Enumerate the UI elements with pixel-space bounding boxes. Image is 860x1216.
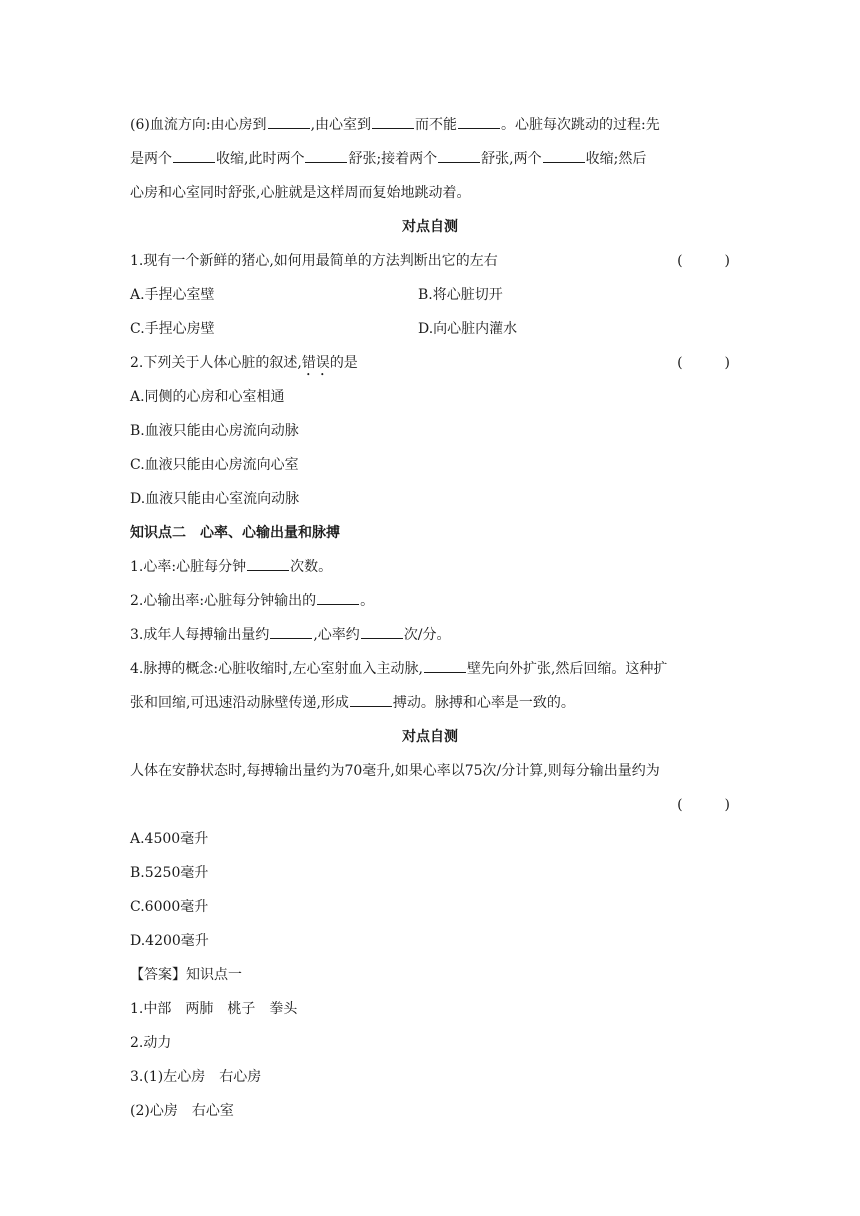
answer-paren[interactable]: ( ): [677, 797, 730, 813]
quiz-heading: 对点自测: [402, 729, 458, 745]
text-segment: 舒张;接着两个: [348, 151, 438, 167]
text-segment: 舒张,两个: [481, 151, 542, 167]
question-stem: 1.现有一个新鲜的猪心,如何用最简单的方法判断出它的左右: [130, 253, 498, 269]
text-segment: 3.成年人每搏输出量约: [130, 627, 270, 643]
question-stem: 2.下列关于人体心脏的叙述,: [130, 355, 302, 371]
blood-flow-line-3: 心房和心室同时舒张,心脏就是这样周而复始地跳动着。: [130, 185, 471, 201]
question-1: [130, 244, 730, 278]
q1-options-row-1: [130, 278, 730, 312]
answer-blank[interactable]: [305, 146, 347, 163]
section-title: 知识点二 心率、心输出量和脉搏: [130, 525, 340, 541]
text-segment: 次数。: [290, 559, 333, 575]
answer-paren[interactable]: ( ): [677, 253, 730, 269]
quiz2-paren-row: [130, 788, 730, 822]
text-segment: 次/分。: [403, 627, 451, 643]
text-segment: ,由心室到: [310, 117, 372, 133]
text-segment: 4.脉搏的概念:心脏收缩时,左心室射血入主动脉,: [130, 661, 423, 677]
text-segment: (6)血流方向:由心房到: [130, 117, 267, 133]
answer-blank[interactable]: [270, 622, 312, 639]
option-b[interactable]: B.血液只能由心房流向动脉: [130, 423, 299, 439]
kp2-item-1: [130, 550, 730, 584]
blood-flow-line-2: [130, 142, 730, 176]
answer-blank[interactable]: [350, 690, 392, 707]
text-segment: 张和回缩,可迅速沿动脉壁传递,形成: [130, 695, 349, 711]
answer-blank[interactable]: [543, 146, 585, 163]
emphasized-word: 错误: [301, 355, 330, 371]
kp2-item-2: [130, 584, 730, 618]
option-a[interactable]: A.同侧的心房和心室相通: [130, 389, 285, 405]
option-d[interactable]: D.血液只能由心室流向动脉: [130, 491, 300, 507]
answer-blank[interactable]: [424, 656, 466, 673]
worksheet-page: [130, 108, 730, 1128]
question-2: [130, 346, 730, 380]
text-segment: 。: [360, 593, 375, 609]
option-a[interactable]: A.4500毫升: [130, 831, 209, 847]
answer-item: 1.中部 两肺 桃子 拳头: [130, 1001, 298, 1017]
option-c[interactable]: C.手捏心房壁: [130, 321, 215, 337]
text-segment: ,心率约: [313, 627, 360, 643]
quiz-heading: 对点自测: [402, 219, 458, 235]
text-segment: 是两个: [130, 151, 172, 167]
answer-blank[interactable]: [372, 112, 414, 129]
option-a[interactable]: A.手捏心室壁: [130, 287, 215, 303]
option-c[interactable]: C.血液只能由心房流向心室: [130, 457, 299, 473]
answer-item: 2.动力: [130, 1035, 172, 1051]
answer-blank[interactable]: [268, 112, 310, 129]
option-d[interactable]: D.4200毫升: [130, 933, 209, 949]
answer-item: 3.(1)左心房 右心房: [130, 1069, 262, 1085]
option-d[interactable]: D.向心脏内灌水: [418, 321, 518, 337]
option-c[interactable]: C.6000毫升: [130, 899, 209, 915]
question-stem-end: 的是: [329, 355, 358, 371]
answer-blank[interactable]: [458, 112, 500, 129]
text-segment: 而不能: [415, 117, 458, 133]
answer-paren[interactable]: ( ): [677, 355, 730, 371]
answer-blank[interactable]: [247, 554, 289, 571]
answer-blank[interactable]: [361, 622, 403, 639]
text-segment: 。心脏每次跳动的过程:先: [501, 117, 660, 133]
answer-blank[interactable]: [173, 146, 215, 163]
answers-header: 【答案】知识点一: [130, 967, 242, 983]
text-segment: 壁先向外扩张,然后回缩。这种扩: [466, 661, 668, 677]
answer-item: (2)心房 右心室: [130, 1103, 234, 1119]
text-segment: 1.心率:心脏每分钟: [130, 559, 247, 575]
text-segment: 收缩,此时两个: [216, 151, 305, 167]
kp2-item-4-line-1: [130, 652, 730, 686]
text-segment: 收缩;然后: [585, 151, 647, 167]
answer-blank[interactable]: [438, 146, 480, 163]
option-b[interactable]: B.将心脏切开: [418, 287, 503, 303]
option-b[interactable]: B.5250毫升: [130, 865, 209, 881]
kp2-item-3: [130, 618, 730, 652]
answer-blank[interactable]: [317, 588, 359, 605]
q1-options-row-2: [130, 312, 730, 346]
quiz2-question-stem: 人体在安静状态时,每搏输出量约为70毫升,如果心率以75次/分计算,则每分输出量约为: [130, 763, 660, 779]
text-segment: 搏动。脉搏和心率是一致的。: [392, 695, 575, 711]
blood-flow-line-1: [130, 108, 730, 142]
kp2-item-4-line-2: [130, 686, 730, 720]
text-segment: 2.心输出率:心脏每分钟输出的: [130, 593, 317, 609]
